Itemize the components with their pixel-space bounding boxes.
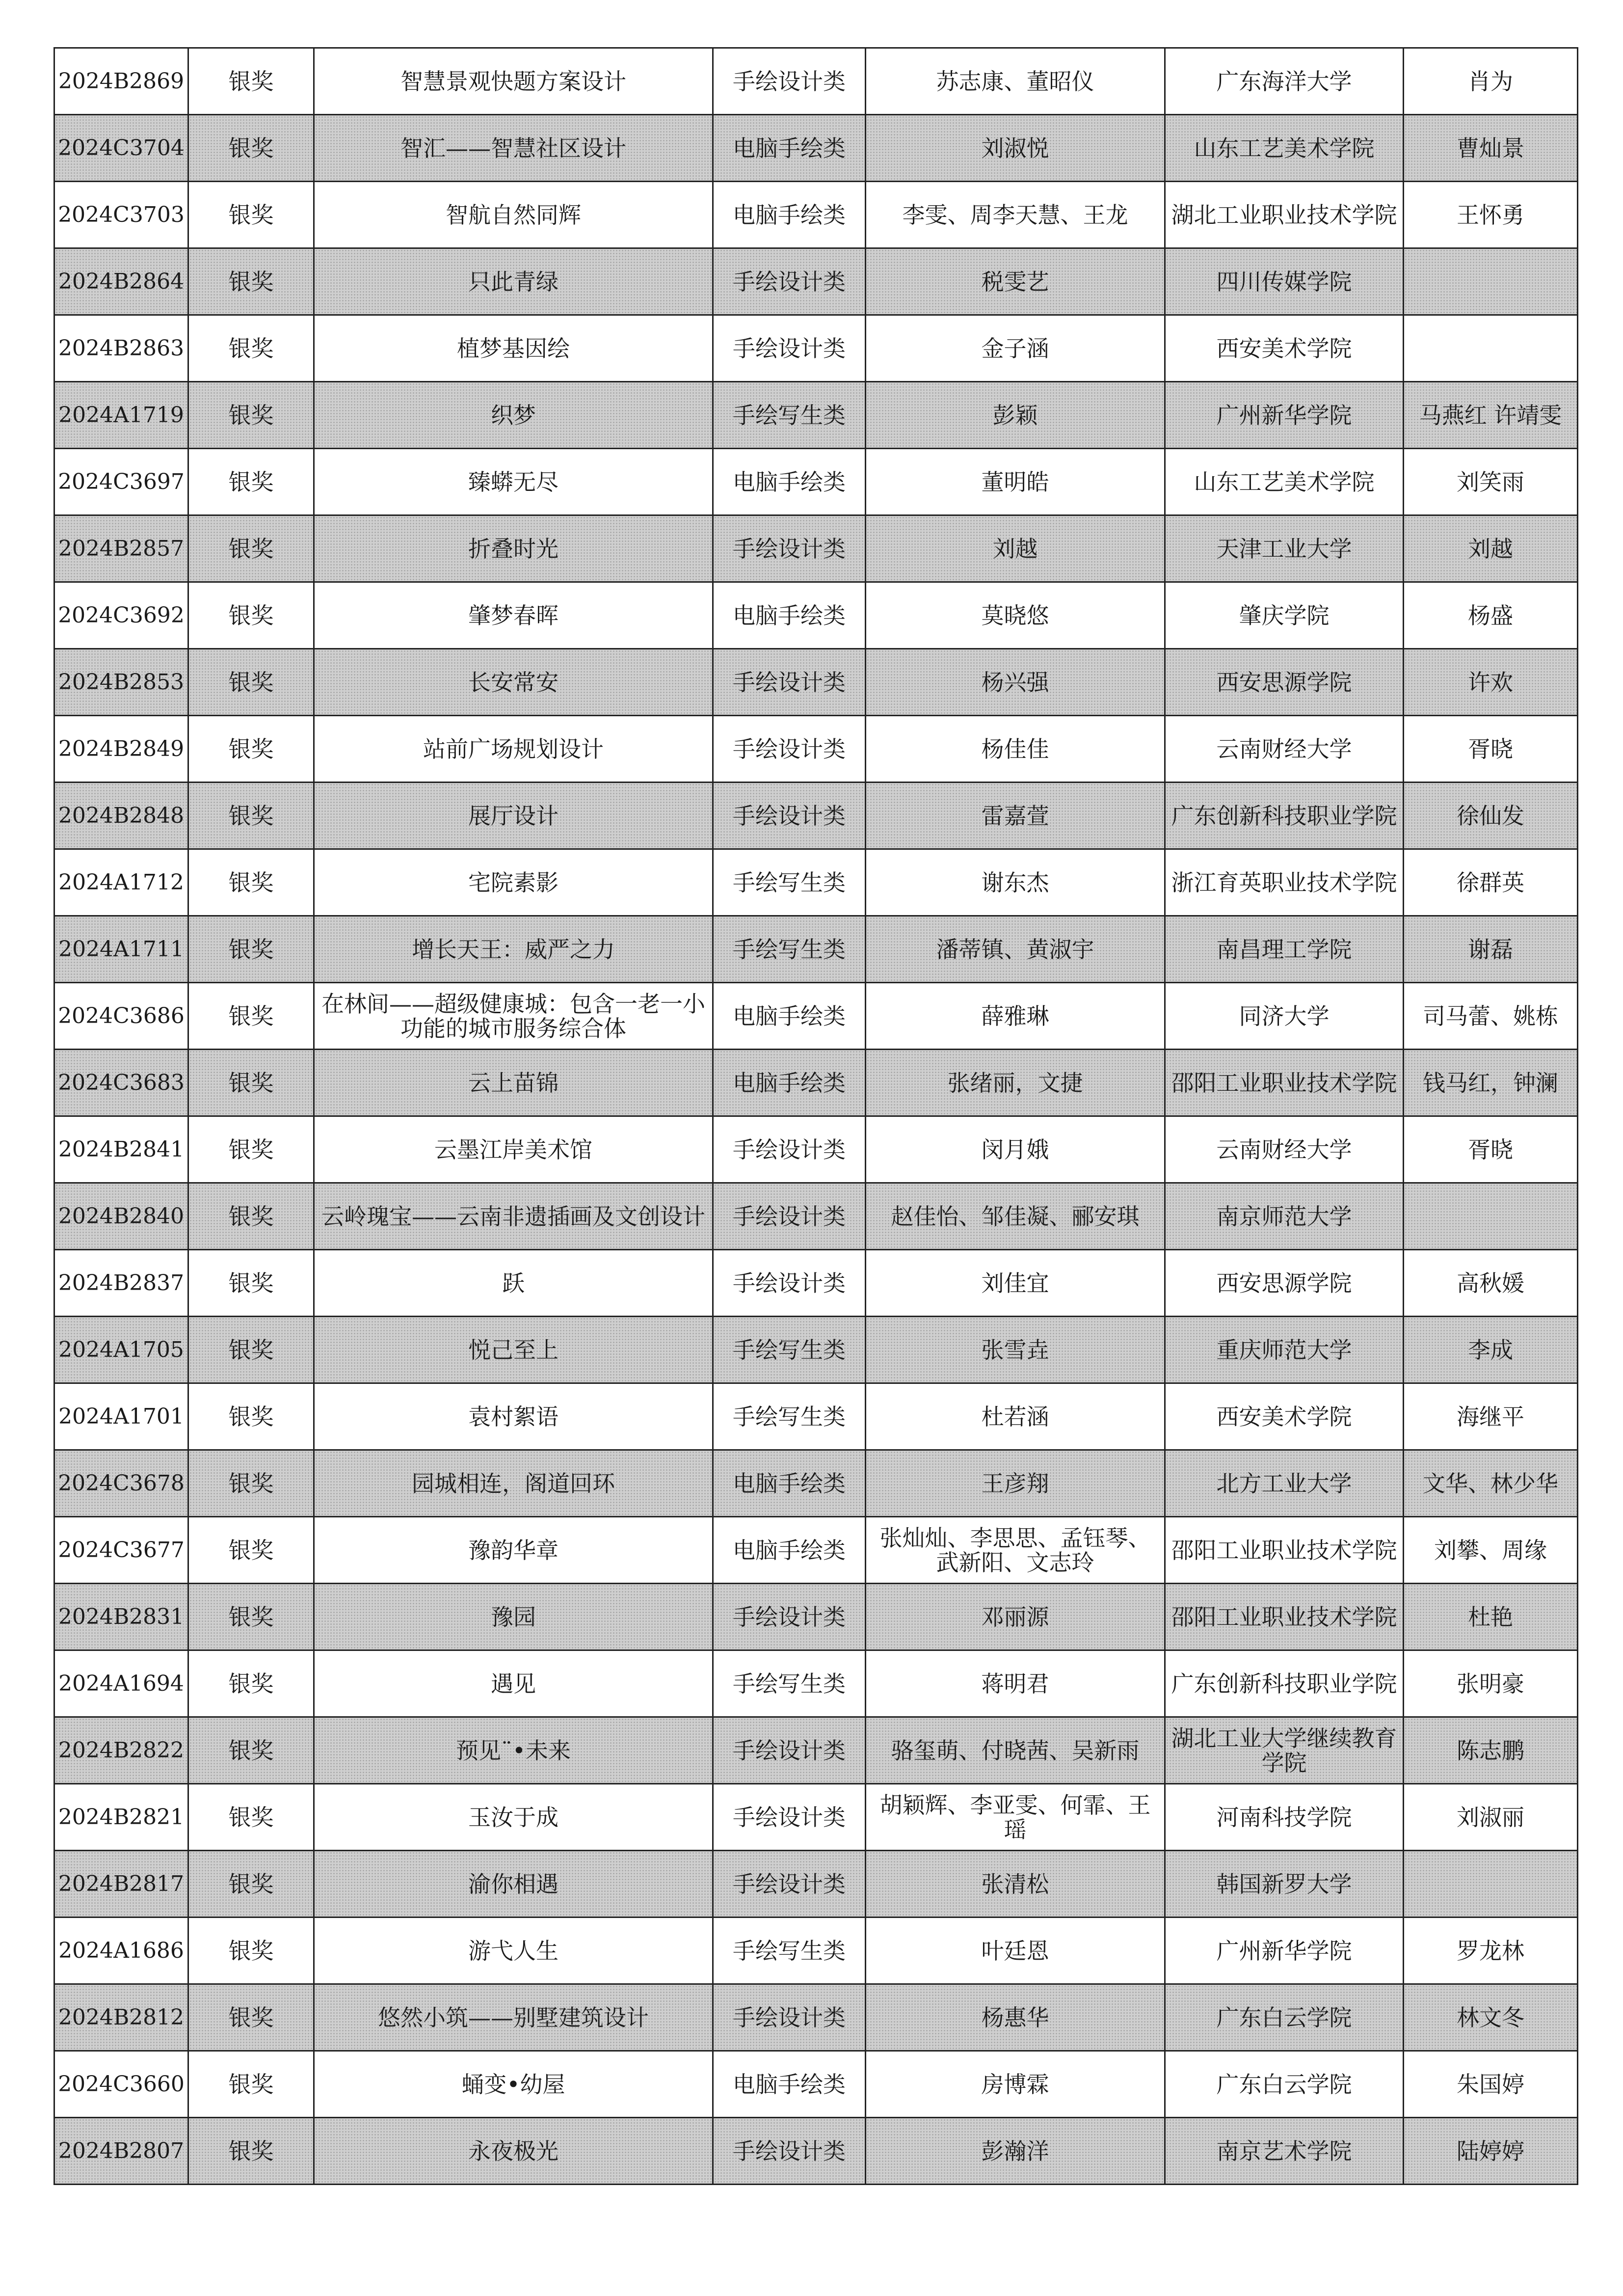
- award-level-cell: 银奖: [188, 649, 314, 716]
- authors-cell: 赵佳怡、邹佳凝、郦安琪: [866, 1183, 1165, 1250]
- category-cell: 手绘写生类: [713, 1383, 866, 1450]
- school-cell: 浙江育英职业技术学院: [1165, 849, 1404, 916]
- advisor-cell: 杨盛: [1404, 582, 1578, 649]
- work-title-cell: 云上苗锦: [314, 1050, 713, 1116]
- category-cell: 手绘设计类: [713, 649, 866, 716]
- award-level-cell: 银奖: [188, 1517, 314, 1584]
- work-title-cell: 袁村絮语: [314, 1383, 713, 1450]
- table-row: [54, 1050, 1578, 1116]
- work-title-cell: 智慧景观快题方案设计: [314, 48, 713, 115]
- entry-id-cell: 2024A1705: [54, 1317, 188, 1383]
- table-row: [54, 515, 1578, 582]
- entry-id-cell: 2024C3677: [54, 1517, 188, 1584]
- category-cell: 手绘设计类: [713, 1116, 866, 1183]
- table-row: [54, 983, 1578, 1050]
- work-title-cell: 预见¨•未来: [314, 1717, 713, 1784]
- category-cell: 电脑手绘类: [713, 115, 866, 182]
- category-cell: 手绘设计类: [713, 783, 866, 849]
- work-title-cell: 增长天王：威严之力: [314, 916, 713, 983]
- work-title-cell: 悠然小筑——别墅建筑设计: [314, 1984, 713, 2051]
- school-cell: 西安美术学院: [1165, 1383, 1404, 1450]
- table-row: [54, 1183, 1578, 1250]
- school-cell: 云南财经大学: [1165, 1116, 1404, 1183]
- advisor-cell: 许欢: [1404, 649, 1578, 716]
- advisor-cell: 钱马红，钟澜: [1404, 1050, 1578, 1116]
- category-cell: 电脑手绘类: [713, 983, 866, 1050]
- work-title-cell: 渝你相遇: [314, 1851, 713, 1918]
- category-cell: 电脑手绘类: [713, 1450, 866, 1517]
- table-row: [54, 1717, 1578, 1784]
- category-cell: 手绘设计类: [713, 1984, 866, 2051]
- award-level-cell: 银奖: [188, 716, 314, 783]
- advisor-cell: 陈志鹏: [1404, 1717, 1578, 1784]
- entry-id-cell: 2024C3686: [54, 983, 188, 1050]
- table-row: [54, 315, 1578, 382]
- table-row: [54, 1851, 1578, 1918]
- entry-id-cell: 2024C3697: [54, 449, 188, 515]
- entry-id-cell: 2024B2848: [54, 783, 188, 849]
- category-cell: 手绘设计类: [713, 716, 866, 783]
- category-cell: 电脑手绘类: [713, 2051, 866, 2118]
- category-cell: 手绘写生类: [713, 1317, 866, 1383]
- award-level-cell: 银奖: [188, 983, 314, 1050]
- work-title-cell: 站前广场规划设计: [314, 716, 713, 783]
- category-cell: 手绘写生类: [713, 1918, 866, 1984]
- table-row: [54, 1116, 1578, 1183]
- entry-id-cell: 2024A1686: [54, 1918, 188, 1984]
- table-row: [54, 783, 1578, 849]
- award-level-cell: 银奖: [188, 382, 314, 449]
- school-cell: 山东工艺美术学院: [1165, 449, 1404, 515]
- authors-cell: 叶廷恩: [866, 1918, 1165, 1984]
- work-title-cell: 植梦基因绘: [314, 315, 713, 382]
- school-cell: 西安思源学院: [1165, 649, 1404, 716]
- advisor-cell: 杜艳: [1404, 1584, 1578, 1650]
- award-level-cell: 银奖: [188, 1050, 314, 1116]
- award-level-cell: 银奖: [188, 1317, 314, 1383]
- work-title-cell: 智汇——智慧社区设计: [314, 115, 713, 182]
- authors-cell: 杨佳佳: [866, 716, 1165, 783]
- entry-id-cell: 2024B2821: [54, 1784, 188, 1851]
- school-cell: 南京艺术学院: [1165, 2118, 1404, 2185]
- authors-cell: 胡颖辉、李亚雯、何霏、王瑶: [866, 1784, 1165, 1851]
- category-cell: 电脑手绘类: [713, 449, 866, 515]
- school-cell: 重庆师范大学: [1165, 1317, 1404, 1383]
- award-level-cell: 银奖: [188, 515, 314, 582]
- table-row: [54, 916, 1578, 983]
- authors-cell: 刘佳宜: [866, 1250, 1165, 1317]
- table-row: [54, 2118, 1578, 2185]
- table-row: [54, 1784, 1578, 1851]
- school-cell: 西安思源学院: [1165, 1250, 1404, 1317]
- work-title-cell: 展厅设计: [314, 783, 713, 849]
- award-level-cell: 银奖: [188, 1784, 314, 1851]
- award-level-cell: 银奖: [188, 1717, 314, 1784]
- entry-id-cell: 2024C3692: [54, 582, 188, 649]
- category-cell: 手绘设计类: [713, 1851, 866, 1918]
- award-level-cell: 银奖: [188, 1383, 314, 1450]
- table-row: [54, 449, 1578, 515]
- school-cell: 广州新华学院: [1165, 1918, 1404, 1984]
- authors-cell: 刘淑悦: [866, 115, 1165, 182]
- advisor-cell: 刘淑丽: [1404, 1784, 1578, 1851]
- authors-cell: 骆玺萌、付晓茜、吴新雨: [866, 1717, 1165, 1784]
- advisor-cell: [1404, 1851, 1578, 1918]
- school-cell: 湖北工业职业技术学院: [1165, 182, 1404, 248]
- award-level-cell: 银奖: [188, 1116, 314, 1183]
- category-cell: 电脑手绘类: [713, 582, 866, 649]
- category-cell: 手绘设计类: [713, 248, 866, 315]
- school-cell: 邵阳工业职业技术学院: [1165, 1584, 1404, 1650]
- authors-cell: 谢东杰: [866, 849, 1165, 916]
- award-level-cell: 银奖: [188, 1650, 314, 1717]
- category-cell: 手绘设计类: [713, 1584, 866, 1650]
- advisor-cell: 罗龙林: [1404, 1918, 1578, 1984]
- award-level-cell: 银奖: [188, 1450, 314, 1517]
- authors-cell: 蒋明君: [866, 1650, 1165, 1717]
- advisor-cell: 王怀勇: [1404, 182, 1578, 248]
- advisor-cell: 刘攀、周缘: [1404, 1517, 1578, 1584]
- entry-id-cell: 2024B2853: [54, 649, 188, 716]
- entry-id-cell: 2024C3683: [54, 1050, 188, 1116]
- advisor-cell: 胥晓: [1404, 1116, 1578, 1183]
- table-row: [54, 48, 1578, 115]
- work-title-cell: 豫韵华章: [314, 1517, 713, 1584]
- advisor-cell: 刘越: [1404, 515, 1578, 582]
- work-title-cell: 臻蟒无尽: [314, 449, 713, 515]
- school-cell: 广州新华学院: [1165, 382, 1404, 449]
- award-level-cell: 银奖: [188, 916, 314, 983]
- entry-id-cell: 2024B2869: [54, 48, 188, 115]
- authors-cell: 李雯、周李天慧、王龙: [866, 182, 1165, 248]
- advisor-cell: [1404, 248, 1578, 315]
- entry-id-cell: 2024A1719: [54, 382, 188, 449]
- table-row: [54, 248, 1578, 315]
- authors-cell: 闵月娥: [866, 1116, 1165, 1183]
- school-cell: 广东创新科技职业学院: [1165, 783, 1404, 849]
- table-row: [54, 716, 1578, 783]
- school-cell: 广东白云学院: [1165, 1984, 1404, 2051]
- work-title-cell: 折叠时光: [314, 515, 713, 582]
- school-cell: 同济大学: [1165, 983, 1404, 1050]
- authors-cell: 刘越: [866, 515, 1165, 582]
- entry-id-cell: 2024B2831: [54, 1584, 188, 1650]
- authors-cell: 金子涵: [866, 315, 1165, 382]
- table-row: [54, 382, 1578, 449]
- work-title-cell: 云岭瑰宝——云南非遗插画及文创设计: [314, 1183, 713, 1250]
- authors-cell: 张灿灿、李思思、孟钰琴、武新阳、文志玲: [866, 1517, 1165, 1584]
- award-level-cell: 银奖: [188, 315, 314, 382]
- award-level-cell: 银奖: [188, 783, 314, 849]
- category-cell: 手绘设计类: [713, 1183, 866, 1250]
- authors-cell: 杜若涵: [866, 1383, 1165, 1450]
- school-cell: 广东白云学院: [1165, 2051, 1404, 2118]
- entry-id-cell: 2024B2857: [54, 515, 188, 582]
- authors-cell: 雷嘉萱: [866, 783, 1165, 849]
- entry-id-cell: 2024C3678: [54, 1450, 188, 1517]
- category-cell: 电脑手绘类: [713, 1050, 866, 1116]
- entry-id-cell: 2024A1712: [54, 849, 188, 916]
- award-level-cell: 银奖: [188, 1250, 314, 1317]
- advisor-cell: 马燕红 许靖雯: [1404, 382, 1578, 449]
- work-title-cell: 云墨江岸美术馆: [314, 1116, 713, 1183]
- authors-cell: 苏志康、董昭仪: [866, 48, 1165, 115]
- category-cell: 手绘设计类: [713, 515, 866, 582]
- table-row: [54, 582, 1578, 649]
- award-level-cell: 银奖: [188, 449, 314, 515]
- school-cell: 湖北工业大学继续教育学院: [1165, 1717, 1404, 1784]
- category-cell: 手绘设计类: [713, 1784, 866, 1851]
- entry-id-cell: 2024B2817: [54, 1851, 188, 1918]
- entry-id-cell: 2024B2841: [54, 1116, 188, 1183]
- work-title-cell: 在林间——超级健康城：包含一老一小功能的城市服务综合体: [314, 983, 713, 1050]
- entry-id-cell: 2024B2837: [54, 1250, 188, 1317]
- school-cell: 肇庆学院: [1165, 582, 1404, 649]
- authors-cell: 张绪丽，文捷: [866, 1050, 1165, 1116]
- advisor-cell: [1404, 1183, 1578, 1250]
- authors-cell: 邓丽源: [866, 1584, 1165, 1650]
- award-level-cell: 银奖: [188, 582, 314, 649]
- award-level-cell: 银奖: [188, 2051, 314, 2118]
- advisor-cell: 朱国婷: [1404, 2051, 1578, 2118]
- entry-id-cell: 2024B2840: [54, 1183, 188, 1250]
- advisor-cell: 胥晓: [1404, 716, 1578, 783]
- award-results-table: [53, 47, 1578, 2185]
- advisor-cell: 徐仙发: [1404, 783, 1578, 849]
- category-cell: 手绘写生类: [713, 916, 866, 983]
- category-cell: 手绘写生类: [713, 1650, 866, 1717]
- award-level-cell: 银奖: [188, 1984, 314, 2051]
- table-row: [54, 1650, 1578, 1717]
- authors-cell: 杨惠华: [866, 1984, 1165, 2051]
- advisor-cell: 张明豪: [1404, 1650, 1578, 1717]
- advisor-cell: 司马蕾、姚栋: [1404, 983, 1578, 1050]
- award-level-cell: 银奖: [188, 248, 314, 315]
- work-title-cell: 长安常安: [314, 649, 713, 716]
- table-row: [54, 115, 1578, 182]
- category-cell: 手绘设计类: [713, 315, 866, 382]
- award-level-cell: 银奖: [188, 1584, 314, 1650]
- award-level-cell: 银奖: [188, 849, 314, 916]
- entry-id-cell: 2024C3704: [54, 115, 188, 182]
- award-level-cell: 银奖: [188, 182, 314, 248]
- authors-cell: 税雯艺: [866, 248, 1165, 315]
- school-cell: 南昌理工学院: [1165, 916, 1404, 983]
- award-level-cell: 银奖: [188, 1918, 314, 1984]
- authors-cell: 张雪垚: [866, 1317, 1165, 1383]
- advisor-cell: 刘笑雨: [1404, 449, 1578, 515]
- work-title-cell: 织梦: [314, 382, 713, 449]
- authors-cell: 王彦翔: [866, 1450, 1165, 1517]
- table-row: [54, 849, 1578, 916]
- authors-cell: 薛雅琳: [866, 983, 1165, 1050]
- entry-id-cell: 2024C3660: [54, 2051, 188, 2118]
- table-row: [54, 1517, 1578, 1584]
- table-row: [54, 1984, 1578, 2051]
- table-row: [54, 1584, 1578, 1650]
- entry-id-cell: 2024A1701: [54, 1383, 188, 1450]
- authors-cell: 潘蒂镇、黄淑宇: [866, 916, 1165, 983]
- advisor-cell: 陆婷婷: [1404, 2118, 1578, 2185]
- work-title-cell: 园城相连，阁道回环: [314, 1450, 713, 1517]
- school-cell: 西安美术学院: [1165, 315, 1404, 382]
- authors-cell: 彭瀚洋: [866, 2118, 1165, 2185]
- award-level-cell: 银奖: [188, 48, 314, 115]
- advisor-cell: 曹灿景: [1404, 115, 1578, 182]
- entry-id-cell: 2024B2807: [54, 2118, 188, 2185]
- school-cell: 南京师范大学: [1165, 1183, 1404, 1250]
- school-cell: 河南科技学院: [1165, 1784, 1404, 1851]
- authors-cell: 莫晓悠: [866, 582, 1165, 649]
- authors-cell: 彭颖: [866, 382, 1165, 449]
- table-row: [54, 1317, 1578, 1383]
- table-row: [54, 1918, 1578, 1984]
- award-level-cell: 银奖: [188, 1183, 314, 1250]
- award-level-cell: 银奖: [188, 1851, 314, 1918]
- entry-id-cell: 2024A1711: [54, 916, 188, 983]
- school-cell: 四川传媒学院: [1165, 248, 1404, 315]
- table-row: [54, 182, 1578, 248]
- category-cell: 手绘写生类: [713, 382, 866, 449]
- category-cell: 电脑手绘类: [713, 182, 866, 248]
- table-row: [54, 1383, 1578, 1450]
- work-title-cell: 玉汝于成: [314, 1784, 713, 1851]
- category-cell: 手绘设计类: [713, 1250, 866, 1317]
- advisor-cell: 文华、林少华: [1404, 1450, 1578, 1517]
- entry-id-cell: 2024B2822: [54, 1717, 188, 1784]
- school-cell: 云南财经大学: [1165, 716, 1404, 783]
- work-title-cell: 宅院素影: [314, 849, 713, 916]
- authors-cell: 张清松: [866, 1851, 1165, 1918]
- advisor-cell: 李成: [1404, 1317, 1578, 1383]
- table-row: [54, 1250, 1578, 1317]
- award-level-cell: 银奖: [188, 2118, 314, 2185]
- school-cell: 广东海洋大学: [1165, 48, 1404, 115]
- category-cell: 手绘写生类: [713, 849, 866, 916]
- advisor-cell: 肖为: [1404, 48, 1578, 115]
- entry-id-cell: 2024B2849: [54, 716, 188, 783]
- advisor-cell: 谢磊: [1404, 916, 1578, 983]
- school-cell: 韩国新罗大学: [1165, 1851, 1404, 1918]
- authors-cell: 董明皓: [866, 449, 1165, 515]
- work-title-cell: 蛹变•幼屋: [314, 2051, 713, 2118]
- entry-id-cell: 2024B2812: [54, 1984, 188, 2051]
- work-title-cell: 永夜极光: [314, 2118, 713, 2185]
- work-title-cell: 豫园: [314, 1584, 713, 1650]
- work-title-cell: 游弋人生: [314, 1918, 713, 1984]
- award-level-cell: 银奖: [188, 115, 314, 182]
- entry-id-cell: 2024A1694: [54, 1650, 188, 1717]
- school-cell: 广东创新科技职业学院: [1165, 1650, 1404, 1717]
- entry-id-cell: 2024B2864: [54, 248, 188, 315]
- school-cell: 邵阳工业职业技术学院: [1165, 1517, 1404, 1584]
- school-cell: 北方工业大学: [1165, 1450, 1404, 1517]
- advisor-cell: 海继平: [1404, 1383, 1578, 1450]
- advisor-cell: 高秋媛: [1404, 1250, 1578, 1317]
- category-cell: 手绘设计类: [713, 48, 866, 115]
- table-row: [54, 2051, 1578, 2118]
- work-title-cell: 智航自然同辉: [314, 182, 713, 248]
- work-title-cell: 肇梦春晖: [314, 582, 713, 649]
- school-cell: 天津工业大学: [1165, 515, 1404, 582]
- award-table-body: [54, 48, 1578, 2185]
- table-row: [54, 1450, 1578, 1517]
- category-cell: 手绘设计类: [713, 2118, 866, 2185]
- category-cell: 电脑手绘类: [713, 1517, 866, 1584]
- work-title-cell: 跃: [314, 1250, 713, 1317]
- work-title-cell: 遇见: [314, 1650, 713, 1717]
- advisor-cell: [1404, 315, 1578, 382]
- advisor-cell: 徐群英: [1404, 849, 1578, 916]
- school-cell: 山东工艺美术学院: [1165, 115, 1404, 182]
- table-row: [54, 649, 1578, 716]
- advisor-cell: 林文冬: [1404, 1984, 1578, 2051]
- authors-cell: 房博霖: [866, 2051, 1165, 2118]
- entry-id-cell: 2024C3703: [54, 182, 188, 248]
- authors-cell: 杨兴强: [866, 649, 1165, 716]
- entry-id-cell: 2024B2863: [54, 315, 188, 382]
- work-title-cell: 悦己至上: [314, 1317, 713, 1383]
- category-cell: 手绘设计类: [713, 1717, 866, 1784]
- work-title-cell: 只此青绿: [314, 248, 713, 315]
- school-cell: 邵阳工业职业技术学院: [1165, 1050, 1404, 1116]
